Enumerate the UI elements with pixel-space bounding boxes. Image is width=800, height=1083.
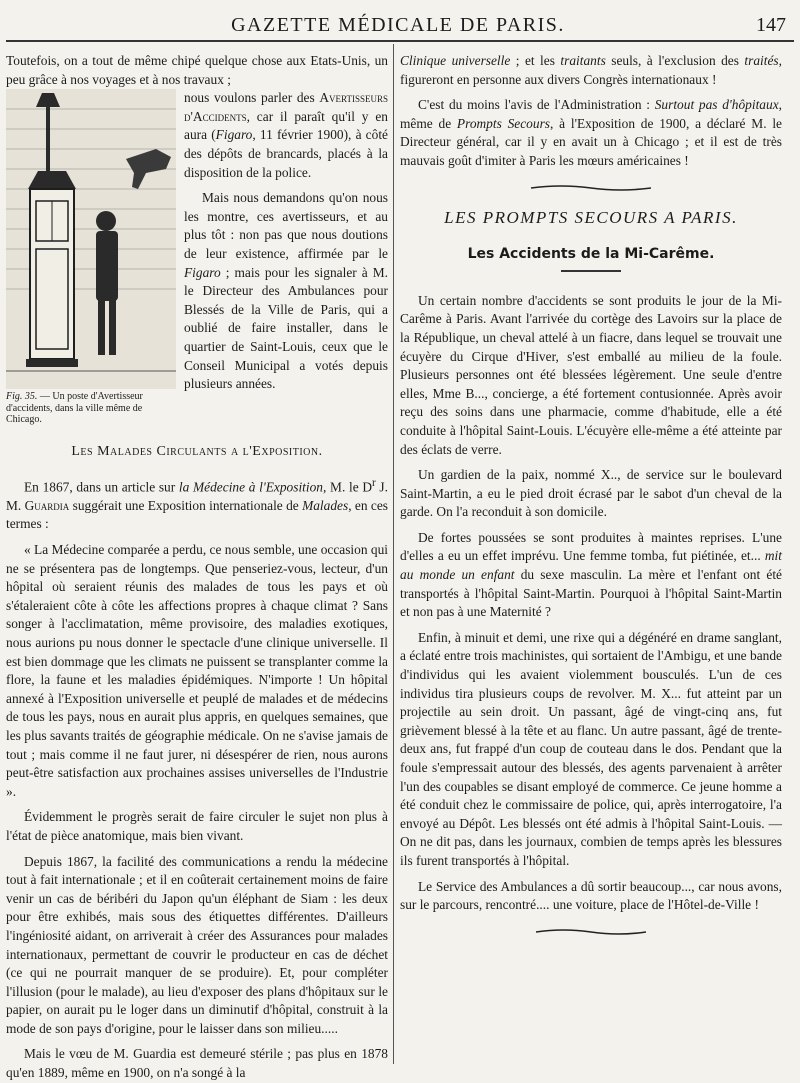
avertisseur-illustration xyxy=(6,89,176,389)
running-title: GAZETTE MÉDICALE DE PARIS. xyxy=(231,14,565,36)
page-header xyxy=(10,14,786,38)
left-paragraph-6: Depuis 1867, la facilité des communications a rendu la médecine tout à fait internationale ; et il en coûterait certainement moins de faire venir un cas de béribéri du Japon qu'un éléphant de Siam : les deux pour être exhibés, mais sous des étiquettes différentes. D'ailleurs l'ingéniosité aidant, on arriverait à créer des Assurances pour malades internationaux, permettant de couvrir le producteur en cas de déchet (ce qui ne pourrait manquer de se produire). Et, pour compléter l'illusion (pour le malade), au lieu d'exposer des plans d'hôpitaux sur le papier, on aurait pu le loger dans un diminutif d'hôpital, construit à la mode de son pays d'origine, pour le laisser dans son milieu..... xyxy=(6,853,388,1036)
ornament-end xyxy=(536,927,646,937)
right-paragraph-6: Enfin, à minuit et demi, une rixe qui a dégénéré en drame sanglant, a éclaté entre trois machinistes, qui sortaient de l'Ambigu, et une bande d'individus qui les avaient violemment bousculés. L'un de ces individus tira plusieurs coups de revolver. M. X... fut atteint par un projectile au sein droit. Un passant, âgé de vingt-cinq ans, fut grièvement blessé à la tête et au flanc. Un autre passant, âgé de trente-deux ans, fut frappé d'un coup de couteau dans le dos. Pendant que la foule s'empressait autour des blessés, des agents parvenaient à arrêter l'un des coupables se disant employé de commerce. Ce jeune homme a été conduit chez le commissaire de police, qui, après interrogatoire, l'a envoyé au Dépôt. Les blessés ont été admis à l'hôpital Saint-Louis. — On ne dit pas, dans les journaux, combien de temps après les blessures ils furent transportés à l'hôpital. xyxy=(400,629,782,868)
figure-caption xyxy=(6,391,176,426)
subsection-rule xyxy=(561,270,621,272)
right-paragraph-1: Clinique universelle ; et les traitants seuls, à l'exclusion des traités, figureront en personne aux divers Congrès internationaux ! xyxy=(400,53,782,87)
left-paragraph-5: Évidemment le progrès serait de faire circuler le sujet non plus à l'état de pièce anatomique, mais bien vivant. xyxy=(6,809,388,843)
right-column xyxy=(400,52,782,949)
left-column xyxy=(6,52,388,1083)
figure-label: Fig. 35. xyxy=(6,391,38,403)
header-rule xyxy=(6,40,794,42)
right-paragraph-2: C'est du moins l'avis de l'Administration : Surtout pas d'hôpitaux, même de Prompts Secours, à l'Exposition de 1900, a déclaré M. le Directeur général, car il y en avait un à Chicago ; et il est de très mauvais goût d'imiter à Paris les mœurs américaines ! xyxy=(400,97,783,168)
left-paragraph-1-cont: nous voulons parler des Avertisseurs d'Accidents, car il paraît qu'il y en aura (Figaro, 11 février 1900), à côté des dépôts de brancards, placés à la disposition de la police. xyxy=(184,90,388,180)
right-paragraph-7: Le Service des Ambulances a dû sortir beaucoup..., car nous avons, sur le parcours, rencontré.... une voiture, place de l'Hôtel-de-Ville ! xyxy=(400,878,782,913)
right-paragraph-3: Un certain nombre d'accidents se sont produits le jour de la Mi-Carême à Paris. Avant l'arrivée du cortège des Lavoirs sur la place de la République, un cheval attelé à un fiacre, dans lequel se trouvait une écuyère du Cirque d'Hiver, s'est emballé au milieu de la foule. Plusieurs personnes ont été blessées légèrement. Une seule d'entre elles, Mme B..., concierge, a été fortement contusionnée. Après avoir reçu des soins dans une pharmacie, comme d'habitude, elle a été conduite à l'hôpital Saint-Louis. L'écuyère elle-même a été atteinte par des éclats de verre. xyxy=(400,292,782,457)
section-title: LES PROMPTS SECOURS A PARIS. xyxy=(444,207,738,227)
left-paragraph-3: En 1867, dans un article sur la Médecine à l'Exposition, M. le $D^r$ J. M. Guardia suggérait une Exposition internationale de Malades, en ces termes : xyxy=(6,476,388,532)
left-paragraph-7: Mais le vœu de M. Guardia est demeuré stérile ; pas plus en 1878 qu'en 1889, même en 1900, on n'a songé à la xyxy=(6,1046,388,1081)
right-paragraph-4: Un gardien de la paix, nommé X.., de service sur le boulevard Saint-Martin, a eu le pied droit écrasé par le sabot d'un cheval de la garde. On l'a reconduit à son domicile. xyxy=(400,467,782,520)
left-paragraph-1: Toutefois, on a tout de même chipé quelque chose aux Etats-Unis, un peu grâce à nos voyages et à nos travaux ; xyxy=(6,53,388,87)
left-paragraph-2: Mais nous demandons qu'on nous les montre, ces avertisseurs, et au plus tôt : non pas que nous doutions de leur existence, affirmée par le Figaro ; mais pour les signaler à M. le Directeur des Ambulances pour Blessés de la Ville de Paris, qui a oublié de faire installer, dans le quartier de Saint-Louis, ceux que le Conseil Municipal a votés depuis plusieurs années. xyxy=(184,190,388,392)
column-divider xyxy=(393,44,394,1064)
figure-caption-text: — Un poste d'Avertisseur d'accidents, dans la ville même de Chicago. xyxy=(6,391,143,426)
ornament-divider xyxy=(531,183,651,193)
figure-avertisseur xyxy=(6,89,176,427)
left-paragraph-4: « La Médecine comparée a perdu, ce nous semble, une occasion qui ne se présentera pas de longtemps. Que penseriez-vous, lecteur, d'un hôpital où seraient réunis des malades de tous les pays et où s'étaleraient côte à côte les affections propres à chaque climat ? Sans songer à l'acclimatation, même provisoire, des maladies exotiques, nous aurions pu nous donner le spectacle d'une clinique universelle. Il est bien dommage que les climats ne puissent se transplanter comme la flore, la faune et les maladies épidémiques. N'importe ! Un hôpital annexé à l'Exposition universelle et peuplé de malades et de médecins de tous les pays, nous en aurait plus appris, en quelques semaines, que les plus savants traités de géographie médicale. On ne s'avise jamais de tout ; mais comme il ne faut jurer, ni désespérer de rien, nous aurons peut-être satisfaction aux prochaines assises universelles de l'Industrie ». xyxy=(6,542,389,799)
left-heading: Les Malades Circulants a l'Exposition. xyxy=(71,444,323,460)
subsection-title: Les Accidents de la Mi-Carême. xyxy=(467,246,715,263)
right-paragraph-5: De fortes poussées se sont produites à maintes reprises. L'une d'elles a eu un effet imprévu. Une femme tomba, fut piétinée, et... mit au monde un enfant du sexe masculin. La mère et l'enfant ont été transportés à l'hôpital Saint-Martin. Pourquoi à l'hôpital Saint-Martin et non pas à une Maternité ? xyxy=(400,529,782,620)
page-number: 147 xyxy=(756,14,786,36)
